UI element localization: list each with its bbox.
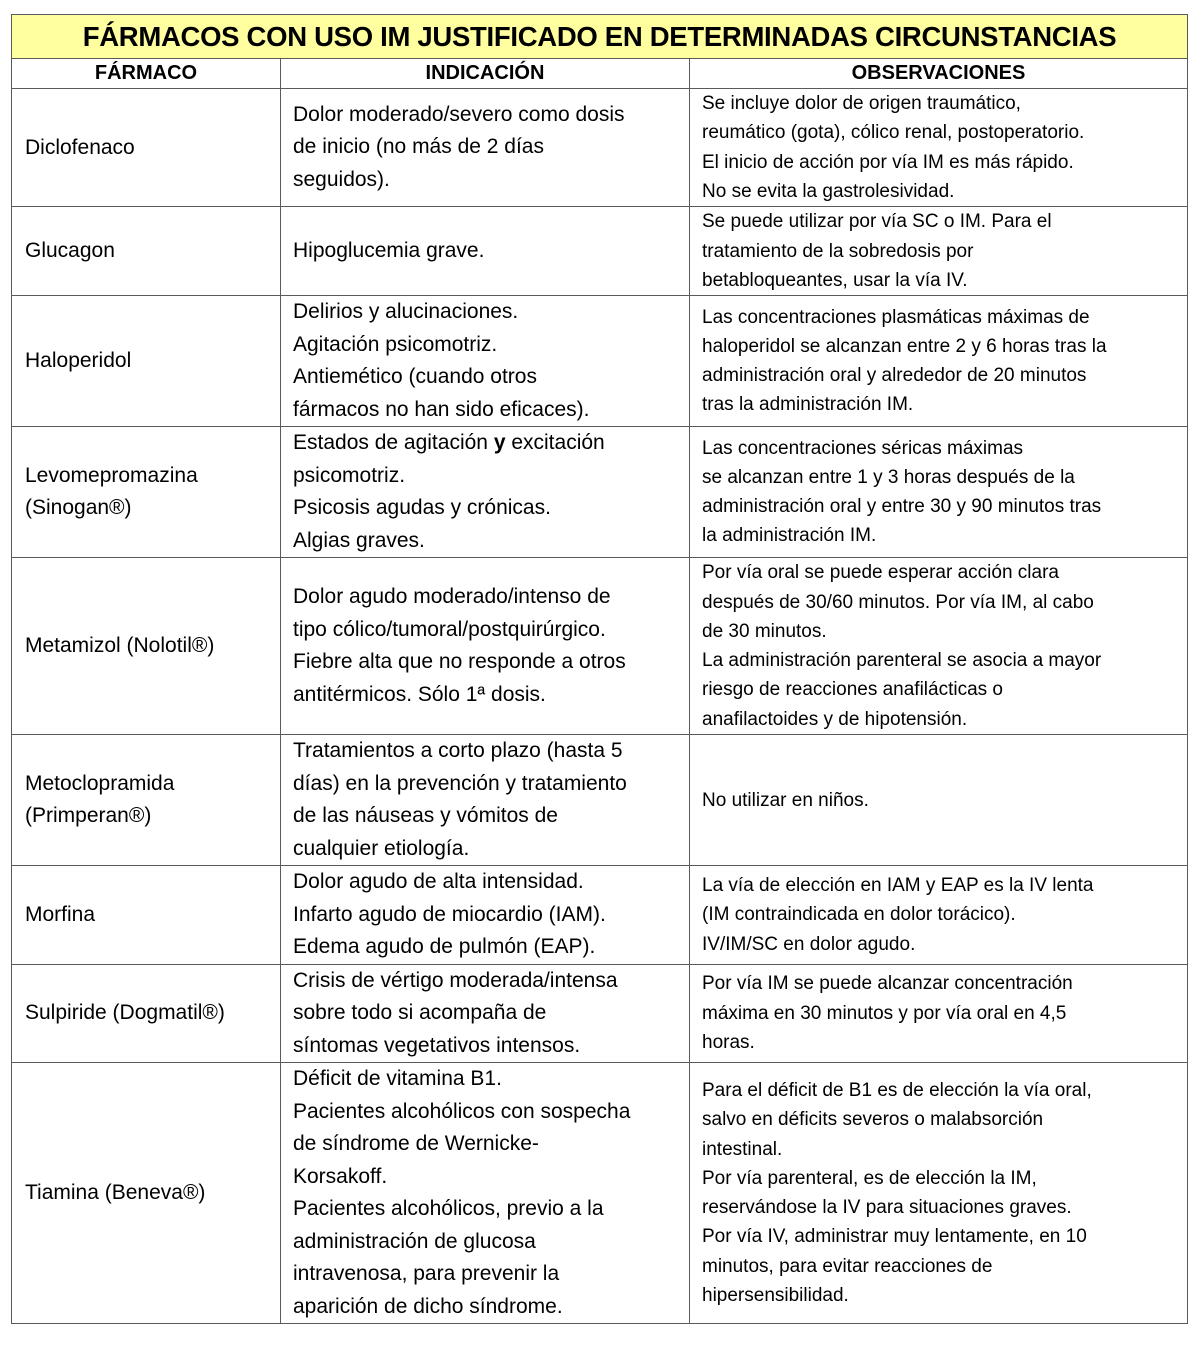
indication-line: Pacientes alcohólicos, previo a la bbox=[293, 1197, 604, 1221]
observations-cell bbox=[690, 427, 1188, 558]
drug-name: Morfina bbox=[25, 902, 96, 926]
drug-cell bbox=[12, 89, 281, 207]
indication-line: de las náuseas y vómitos de bbox=[293, 804, 558, 828]
indication-line: aparición de dicho síndrome. bbox=[293, 1294, 563, 1318]
observation-line: No utilizar en niños. bbox=[702, 789, 869, 811]
table-row bbox=[12, 296, 1188, 427]
observation-line: Se incluye dolor de origen traumático, bbox=[702, 93, 1021, 114]
observation-line: Las concentraciones plasmáticas máximas de bbox=[702, 306, 1090, 328]
drug-brand: (Primperan®) bbox=[25, 804, 152, 828]
observation-line: administración oral y alrededor de 20 minutos bbox=[702, 365, 1087, 387]
indication-line: psicomotriz. bbox=[293, 463, 406, 487]
drug-name: Sulpiride (Dogmatil®) bbox=[25, 1001, 225, 1025]
indication-line: días) en la prevención y tratamiento bbox=[293, 771, 627, 795]
observation-line: Las concentraciones séricas máximas bbox=[702, 437, 1024, 459]
observation-line: No se evita la gastrolesividad. bbox=[702, 180, 955, 202]
indication-line: síntomas vegetativos intensos. bbox=[293, 1033, 581, 1057]
observation-line: minutos, para evitar reacciones de bbox=[702, 1255, 993, 1277]
indication-line: Edema agudo de pulmón (EAP). bbox=[293, 935, 596, 959]
observation-line: anafilactoides y de hipotensión. bbox=[702, 708, 968, 730]
indication-cell bbox=[281, 735, 690, 866]
indication-line: Hipoglucemia grave. bbox=[293, 238, 485, 262]
indication-line: Fiebre alta que no responde a otros bbox=[293, 650, 626, 674]
indication-line: Delirios y alucinaciones. bbox=[293, 300, 519, 324]
indication-line: Korsakoff. bbox=[293, 1164, 388, 1188]
drug-cell bbox=[12, 964, 281, 1063]
indication-line: Infarto agudo de miocardio (IAM). bbox=[293, 902, 606, 926]
observation-line: la administración IM. bbox=[702, 525, 877, 547]
observations-cell bbox=[690, 1063, 1188, 1324]
observation-line: IV/IM/SC en dolor agudo. bbox=[702, 933, 916, 955]
header-observations: OBSERVACIONES bbox=[690, 59, 1188, 89]
observation-line: Se puede utilizar por vía SC o IM. Para el bbox=[702, 211, 1052, 233]
observation-line: después de 30/60 minutos. Por vía IM, al cabo bbox=[702, 591, 1094, 613]
indication-text: Estados de agitación bbox=[293, 431, 494, 455]
observations-cell bbox=[690, 558, 1188, 735]
indication-line: fármacos no han sido eficaces). bbox=[293, 397, 590, 421]
observations-cell bbox=[690, 89, 1188, 207]
observation-line: betabloqueantes, usar la vía IV. bbox=[702, 269, 968, 291]
observation-line: reservándose la IV para situaciones graves. bbox=[702, 1197, 1072, 1219]
drug-cell bbox=[12, 866, 281, 965]
observation-line: Por vía oral se puede esperar acción clara bbox=[702, 562, 1059, 584]
indication-line: administración de glucosa bbox=[293, 1229, 536, 1253]
observations-cell bbox=[690, 735, 1188, 866]
observation-line: Para el déficit de B1 es de elección la vía oral, bbox=[702, 1080, 1092, 1101]
indication-line: Agitación psicomotriz. bbox=[293, 332, 498, 356]
indication-cell bbox=[281, 558, 690, 735]
observation-line: máxima en 30 minutos y por vía oral en 4,5 bbox=[702, 1002, 1067, 1024]
table-row bbox=[12, 558, 1188, 735]
table-row bbox=[12, 735, 1188, 866]
header-drug: FÁRMACO bbox=[12, 59, 281, 89]
drug-brand: (Sinogan®) bbox=[25, 496, 132, 520]
observation-line: horas. bbox=[702, 1032, 755, 1054]
table-title: FÁRMACOS CON USO IM JUSTIFICADO EN DETERMINADAS CIRCUNSTANCIAS bbox=[12, 15, 1188, 59]
indication-line: de inicio (no más de 2 días bbox=[293, 135, 544, 159]
observation-line: La administración parenteral se asocia a mayor bbox=[702, 650, 1102, 672]
indication-line: Psicosis agudas y crónicas. bbox=[293, 496, 551, 520]
observation-line: administración oral y entre 30 y 90 minutos tras bbox=[702, 496, 1102, 518]
observation-line: La vía de elección en IAM y EAP es la IV lenta bbox=[702, 874, 1094, 896]
table-row bbox=[12, 964, 1188, 1063]
indication-cell bbox=[281, 1063, 690, 1324]
table-row bbox=[12, 207, 1188, 296]
indication-cell bbox=[281, 866, 690, 965]
observation-line: tratamiento de la sobredosis por bbox=[702, 240, 974, 262]
drug-cell bbox=[12, 1063, 281, 1324]
indication-line bbox=[293, 427, 683, 460]
drug-name: Haloperidol bbox=[25, 349, 132, 373]
drug-cell bbox=[12, 427, 281, 558]
indication-cell bbox=[281, 89, 690, 207]
indication-line: de síndrome de Wernicke- bbox=[293, 1132, 539, 1156]
observation-line: intestinal. bbox=[702, 1138, 783, 1160]
drug-name: Tiamina (Beneva®) bbox=[25, 1181, 206, 1205]
indication-line: Dolor moderado/severo como dosis bbox=[293, 102, 625, 126]
drug-name: Metoclopramida bbox=[25, 772, 175, 796]
table-row bbox=[12, 427, 1188, 558]
indication-line: Pacientes alcohólicos con sospecha bbox=[293, 1099, 631, 1123]
table-body bbox=[12, 89, 1188, 1324]
indication-line: Dolor agudo de alta intensidad. bbox=[293, 870, 584, 894]
observation-line: se alcanzan entre 1 y 3 horas después de la bbox=[702, 466, 1075, 488]
indication-text: excitación bbox=[505, 431, 605, 455]
observation-line: tras la administración IM. bbox=[702, 394, 914, 416]
observations-cell bbox=[690, 964, 1188, 1063]
indication-line: Antiemético (cuando otros bbox=[293, 365, 537, 389]
indication-line: intravenosa, para prevenir la bbox=[293, 1262, 560, 1286]
indication-line: Dolor agudo moderado/intenso de bbox=[293, 585, 611, 609]
observation-line: salvo en déficits severos o malabsorción bbox=[702, 1109, 1044, 1131]
drug-cell bbox=[12, 735, 281, 866]
indication-line: Algias graves. bbox=[293, 528, 425, 552]
drug-name: Diclofenaco bbox=[25, 135, 135, 159]
indication-line: seguidos). bbox=[293, 167, 390, 191]
observations-cell bbox=[690, 296, 1188, 427]
table-row bbox=[12, 1063, 1188, 1324]
indication-cell bbox=[281, 427, 690, 558]
drug-name: Levomepromazina bbox=[25, 464, 198, 488]
observations-cell bbox=[690, 207, 1188, 296]
header-indication: INDICACIÓN bbox=[281, 59, 690, 89]
drug-table bbox=[11, 14, 1188, 1324]
indication-line: Déficit de vitamina B1. bbox=[293, 1067, 502, 1091]
drug-cell bbox=[12, 296, 281, 427]
header-row bbox=[12, 59, 1188, 89]
table-row bbox=[12, 866, 1188, 965]
indication-cell bbox=[281, 964, 690, 1063]
observation-line: riesgo de reacciones anafilácticas o bbox=[702, 679, 1004, 701]
observation-line: (IM contraindicada en dolor torácico). bbox=[702, 904, 1016, 926]
observation-line: haloperidol se alcanzan entre 2 y 6 horas tras la bbox=[702, 335, 1107, 357]
drug-name: Glucagon bbox=[25, 239, 115, 263]
indication-line: sobre todo si acompaña de bbox=[293, 1001, 547, 1025]
observation-line: hipersensibilidad. bbox=[702, 1285, 849, 1307]
indication-line: antitérmicos. Sólo 1ª dosis. bbox=[293, 682, 546, 706]
observation-line: Por vía IM se puede alcanzar concentración bbox=[702, 973, 1073, 995]
observation-line: Por vía IV, administrar muy lentamente, en 10 bbox=[702, 1226, 1087, 1248]
indication-line: tipo cólico/tumoral/postquirúrgico. bbox=[293, 617, 606, 641]
observation-line: Por vía parenteral, es de elección la IM, bbox=[702, 1167, 1037, 1189]
observation-line: reumático (gota), cólico renal, postoperatorio. bbox=[702, 122, 1085, 144]
title-row bbox=[12, 15, 1188, 59]
indication-line: cualquier etiología. bbox=[293, 836, 470, 860]
observation-line: de 30 minutos. bbox=[702, 620, 827, 642]
indication-line: Tratamientos a corto plazo (hasta 5 bbox=[293, 739, 623, 763]
indication-line: Crisis de vértigo moderada/intensa bbox=[293, 968, 618, 992]
indication-bold-conjunction: y bbox=[493, 431, 506, 455]
observation-line: El inicio de acción por vía IM es más rápido. bbox=[702, 151, 1074, 173]
observations-cell bbox=[690, 866, 1188, 965]
drug-cell bbox=[12, 207, 281, 296]
drug-table-container bbox=[11, 14, 1187, 1324]
drug-name: Metamizol (Nolotil®) bbox=[25, 634, 215, 658]
indication-cell bbox=[281, 207, 690, 296]
indication-cell bbox=[281, 296, 690, 427]
table-row bbox=[12, 89, 1188, 207]
drug-cell bbox=[12, 558, 281, 735]
